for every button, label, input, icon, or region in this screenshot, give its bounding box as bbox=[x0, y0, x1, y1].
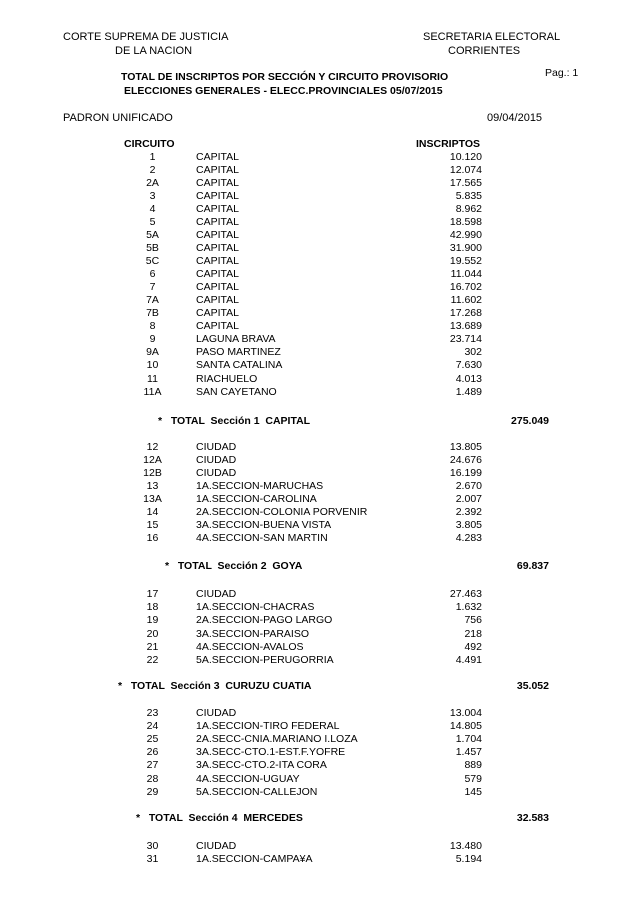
inscriptos-count: 2.392 bbox=[455, 506, 482, 519]
table-row bbox=[0, 759, 638, 772]
inscriptos-count: 889 bbox=[464, 759, 482, 772]
table-row bbox=[0, 733, 638, 746]
table-row bbox=[0, 320, 638, 333]
inscriptos-count: 579 bbox=[464, 772, 482, 785]
table-row bbox=[0, 281, 638, 294]
inscriptos-count: 5.194 bbox=[455, 853, 482, 866]
inscriptos-count: 31.900 bbox=[449, 242, 482, 255]
table-row bbox=[0, 294, 638, 307]
circuit-number: 23 bbox=[146, 707, 159, 719]
section-total-label: * TOTAL Sección 4 MERCEDES bbox=[136, 812, 303, 824]
circuit-number: 30 bbox=[146, 840, 159, 852]
inscriptos-count: 145 bbox=[464, 785, 482, 798]
table-row bbox=[0, 216, 638, 229]
circuit-number: 12B bbox=[143, 467, 162, 480]
inscriptos-count: 2.670 bbox=[455, 480, 482, 493]
circuit-name: 4A.SECCION-SAN MARTIN bbox=[196, 532, 328, 545]
table-row bbox=[0, 203, 638, 216]
circuit-name: 1A.SECCION-TIRO FEDERAL bbox=[196, 720, 340, 733]
circuit-number: 31 bbox=[146, 853, 159, 866]
inscriptos-count: 16.702 bbox=[449, 281, 482, 294]
circuit-name: 4A.SECCION-AVALOS bbox=[196, 640, 304, 653]
table-row bbox=[0, 268, 638, 281]
inscriptos-count: 42.990 bbox=[449, 229, 482, 242]
circuit-name: CAPITAL bbox=[196, 294, 239, 307]
secretariat-name: SECRETARIA ELECTORAL bbox=[423, 31, 561, 43]
circuit-number: 29 bbox=[146, 785, 159, 798]
circuit-name: 2A.SECCION-COLONIA PORVENIR bbox=[196, 506, 368, 519]
table-row bbox=[0, 773, 638, 786]
inscriptos-count: 17.268 bbox=[449, 307, 482, 320]
section-total-row bbox=[0, 680, 638, 693]
circuit-name: CAPITAL bbox=[196, 203, 239, 216]
circuit-name: 5A.SECCION-PERUGORRIA bbox=[196, 654, 334, 666]
section-total-label: * TOTAL Sección 1 CAPITAL bbox=[158, 415, 311, 427]
table-row bbox=[0, 746, 638, 759]
table-row bbox=[0, 359, 638, 372]
circuit-number: 13A bbox=[143, 493, 162, 506]
table-row bbox=[0, 786, 638, 799]
table-row bbox=[0, 151, 638, 164]
table-row bbox=[0, 506, 638, 519]
circuit-number: 24 bbox=[146, 720, 159, 733]
province-name: CORRIENTES bbox=[448, 45, 521, 57]
table-row bbox=[0, 707, 638, 720]
circuit-number: 21 bbox=[146, 640, 159, 653]
circuit-number: 17 bbox=[146, 588, 159, 600]
circuit-number: 7B bbox=[146, 307, 159, 320]
inscriptos-count: 4.491 bbox=[455, 654, 482, 666]
table-row bbox=[0, 614, 638, 627]
circuit-name: CAPITAL bbox=[196, 242, 239, 255]
circuit-number: 8 bbox=[149, 320, 156, 333]
table-row bbox=[0, 720, 638, 733]
inscriptos-count: 1.457 bbox=[455, 746, 482, 759]
table-row bbox=[0, 493, 638, 506]
circuit-number: 7 bbox=[149, 281, 156, 294]
inscriptos-count: 23.714 bbox=[449, 333, 482, 346]
table-row bbox=[0, 177, 638, 190]
circuit-number: 7A bbox=[146, 294, 159, 307]
inscriptos-count: 1.489 bbox=[455, 385, 482, 398]
circuit-name: SANTA CATALINA bbox=[196, 359, 283, 372]
circuit-name: CIUDAD bbox=[196, 467, 237, 480]
circuit-name: SAN CAYETANO bbox=[196, 385, 277, 398]
circuit-name: CAPITAL bbox=[196, 164, 239, 177]
circuit-name: 1A.SECCION-MARUCHAS bbox=[196, 480, 324, 493]
court-subname: DE LA NACION bbox=[115, 45, 193, 57]
inscriptos-count: 11.044 bbox=[450, 268, 482, 281]
circuit-number: 13 bbox=[146, 480, 159, 493]
inscriptos-count: 13.480 bbox=[449, 840, 482, 852]
circuit-number: 16 bbox=[146, 532, 159, 545]
circuit-name: 2A.SECCION-PAGO LARGO bbox=[196, 614, 333, 627]
circuit-name: CIUDAD bbox=[196, 707, 237, 719]
circuit-number: 9A bbox=[146, 346, 159, 359]
inscriptos-count: 492 bbox=[464, 640, 482, 653]
table-row bbox=[0, 532, 638, 545]
circuit-name: CAPITAL bbox=[196, 229, 239, 242]
table-row bbox=[0, 242, 638, 255]
page-number: Pag.: 1 bbox=[545, 67, 579, 79]
circuit-name: PASO MARTINEZ bbox=[196, 346, 281, 359]
inscriptos-count: 302 bbox=[464, 346, 482, 359]
table-row bbox=[0, 346, 638, 359]
inscriptos-count: 11.602 bbox=[450, 294, 482, 307]
circuit-number: 20 bbox=[146, 627, 159, 640]
circuit-name: 1A.SECCION-CAROLINA bbox=[196, 493, 317, 506]
inscriptos-count: 5.835 bbox=[455, 190, 482, 203]
circuit-number: 28 bbox=[146, 772, 159, 785]
circuit-name: CIUDAD bbox=[196, 441, 237, 453]
inscriptos-count: 16.199 bbox=[449, 467, 482, 480]
circuit-name: 1A.SECCION-CAMPA¥A bbox=[196, 853, 313, 866]
circuit-name: 1A.SECCION-CHACRAS bbox=[196, 601, 315, 614]
section-total-row bbox=[0, 415, 638, 428]
circuit-number: 5B bbox=[146, 242, 159, 255]
circuit-name: CIUDAD bbox=[196, 588, 237, 600]
table-row bbox=[0, 840, 638, 853]
court-name: CORTE SUPREMA DE JUSTICIA bbox=[63, 31, 229, 43]
table-row bbox=[0, 255, 638, 268]
table-row bbox=[0, 628, 638, 641]
inscriptos-count: 13.689 bbox=[449, 320, 482, 333]
circuit-number: 2 bbox=[149, 164, 156, 177]
circuit-number: 12A bbox=[143, 454, 162, 467]
circuit-name: LAGUNA BRAVA bbox=[196, 333, 276, 346]
table-row bbox=[0, 519, 638, 532]
circuit-name: CAPITAL bbox=[196, 216, 239, 229]
table-row bbox=[0, 307, 638, 320]
table-row bbox=[0, 386, 638, 399]
section-total-value: 69.837 bbox=[516, 560, 549, 572]
circuit-number: 19 bbox=[146, 614, 159, 627]
circuit-number: 1 bbox=[149, 151, 156, 163]
table-row bbox=[0, 229, 638, 242]
circuit-name: RIACHUELO bbox=[196, 372, 258, 385]
column-header-inscriptos: INSCRIPTOS bbox=[416, 138, 480, 150]
inscriptos-count: 8.962 bbox=[455, 203, 482, 216]
circuit-name: CAPITAL bbox=[196, 281, 239, 294]
inscriptos-count: 1.632 bbox=[455, 601, 482, 614]
circuit-number: 11A bbox=[143, 385, 162, 398]
section-total-row bbox=[0, 812, 638, 825]
circuit-number: 25 bbox=[146, 733, 159, 746]
inscriptos-count: 19.552 bbox=[449, 255, 482, 268]
section-total-label: * TOTAL Sección 2 GOYA bbox=[165, 560, 303, 572]
inscriptos-count: 13.805 bbox=[449, 441, 482, 453]
table-row bbox=[0, 641, 638, 654]
column-header-circuito: CIRCUITO bbox=[124, 138, 175, 150]
circuit-number: 11 bbox=[147, 372, 158, 385]
table-row bbox=[0, 164, 638, 177]
circuit-name: 2A.SECC-CNIA.MARIANO I.LOZA bbox=[196, 733, 358, 746]
table-row bbox=[0, 601, 638, 614]
table-row bbox=[0, 480, 638, 493]
circuit-name: CAPITAL bbox=[196, 255, 239, 268]
circuit-number: 3 bbox=[149, 190, 156, 203]
circuit-number: 22 bbox=[146, 654, 159, 666]
circuit-number: 5C bbox=[145, 255, 160, 268]
circuit-name: CAPITAL bbox=[196, 190, 239, 203]
table-row bbox=[0, 190, 638, 203]
section-total-label: * TOTAL Sección 3 CURUZU CUATIA bbox=[118, 680, 312, 692]
table-row bbox=[0, 454, 638, 467]
circuit-name: 5A.SECCION-CALLEJON bbox=[196, 785, 318, 798]
inscriptos-count: 218 bbox=[464, 627, 482, 640]
circuit-name: CAPITAL bbox=[196, 177, 239, 190]
circuit-name: CAPITAL bbox=[196, 307, 239, 320]
circuit-number: 5A bbox=[146, 229, 159, 242]
circuit-name: CIUDAD bbox=[196, 454, 237, 467]
table-row bbox=[0, 467, 638, 480]
circuit-number: 26 bbox=[146, 746, 159, 759]
section-total-value: 275.049 bbox=[511, 415, 549, 427]
padron-label: PADRON UNIFICADO bbox=[63, 112, 173, 124]
inscriptos-count: 756 bbox=[464, 614, 482, 627]
inscriptos-count: 1.704 bbox=[455, 733, 482, 746]
inscriptos-count: 24.676 bbox=[449, 454, 482, 467]
circuit-number: 2A bbox=[146, 177, 159, 190]
table-row bbox=[0, 853, 638, 866]
inscriptos-count: 17.565 bbox=[449, 177, 482, 190]
circuit-name: CAPITAL bbox=[196, 268, 239, 281]
table-row bbox=[0, 654, 638, 667]
report-date: 09/04/2015 bbox=[487, 112, 543, 124]
inscriptos-count: 3.805 bbox=[455, 519, 482, 532]
table-row bbox=[0, 588, 638, 601]
circuit-number: 27 bbox=[146, 759, 159, 772]
circuit-number: 18 bbox=[146, 601, 159, 614]
circuit-name: 3A.SECCION-PARAISO bbox=[196, 627, 309, 640]
report-title: TOTAL DE INSCRIPTOS POR SECCIÓN Y CIRCUITO PROVISORIO bbox=[121, 71, 449, 83]
circuit-name: 3A.SECCION-BUENA VISTA bbox=[196, 519, 332, 532]
inscriptos-count: 2.007 bbox=[455, 493, 482, 506]
inscriptos-count: 12.074 bbox=[449, 164, 482, 177]
circuit-number: 10 bbox=[146, 359, 159, 372]
circuit-number: 9 bbox=[149, 333, 156, 346]
section-total-value: 35.052 bbox=[516, 680, 549, 692]
inscriptos-count: 4.283 bbox=[455, 532, 482, 545]
circuit-name: CAPITAL bbox=[196, 320, 239, 333]
circuit-number: 14 bbox=[146, 506, 159, 519]
inscriptos-count: 14.805 bbox=[449, 720, 482, 733]
inscriptos-count: 10.120 bbox=[449, 151, 482, 163]
circuit-name: CAPITAL bbox=[196, 151, 239, 163]
inscriptos-count: 13.004 bbox=[449, 707, 482, 719]
section-total-row bbox=[0, 560, 638, 573]
table-row bbox=[0, 333, 638, 346]
circuit-number: 5 bbox=[149, 216, 156, 229]
circuit-number: 15 bbox=[146, 519, 159, 532]
inscriptos-count: 27.463 bbox=[449, 588, 482, 600]
circuit-name: 3A.SECC-CTO.2-ITA CORA bbox=[196, 759, 327, 772]
inscriptos-count: 7.630 bbox=[455, 359, 482, 372]
circuit-name: 4A.SECCION-UGUAY bbox=[196, 772, 300, 785]
circuit-number: 6 bbox=[149, 268, 156, 281]
circuit-number: 4 bbox=[149, 203, 156, 216]
inscriptos-count: 18.598 bbox=[449, 216, 482, 229]
circuit-number: 12 bbox=[146, 441, 159, 453]
inscriptos-count: 4.013 bbox=[455, 372, 482, 385]
circuit-name: CIUDAD bbox=[196, 840, 237, 852]
table-row bbox=[0, 441, 638, 454]
table-row bbox=[0, 373, 638, 386]
report-subtitle: ELECCIONES GENERALES - ELECC.PROVINCIALES 05/07/2015 bbox=[124, 85, 443, 97]
section-total-value: 32.583 bbox=[516, 812, 549, 824]
circuit-name: 3A.SECC-CTO.1-EST.F.YOFRE bbox=[196, 746, 346, 759]
